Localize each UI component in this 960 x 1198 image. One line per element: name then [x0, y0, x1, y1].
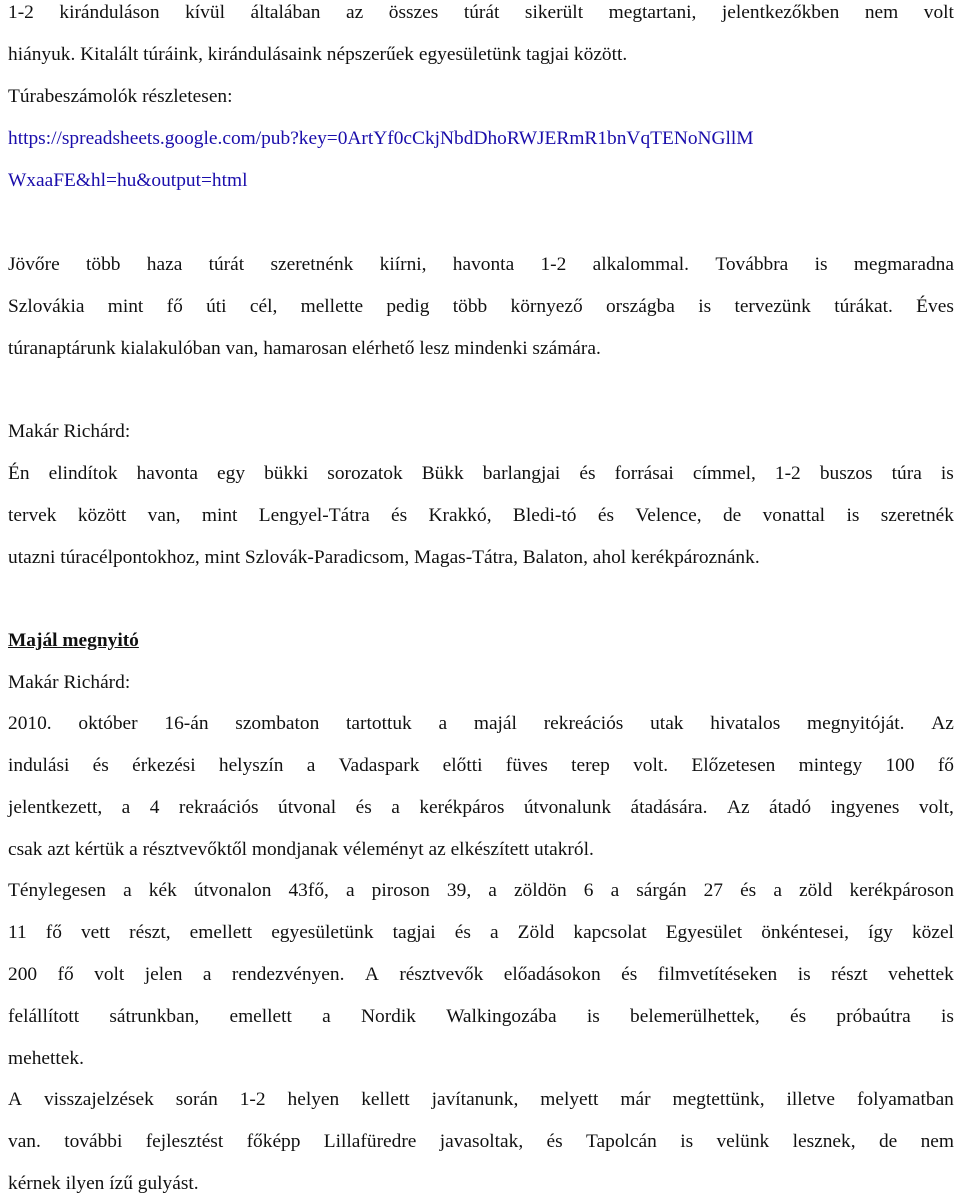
- word: piroson: [371, 880, 430, 901]
- word: szeretnék: [880, 505, 954, 526]
- word: rekreációs: [543, 713, 624, 734]
- word: alkalommal.: [592, 254, 690, 275]
- word: önkéntesei,: [761, 922, 850, 943]
- p3-line-2: [8, 504, 954, 528]
- word: Lillafüredre: [323, 1131, 417, 1152]
- word: és: [355, 797, 372, 818]
- word: terep: [571, 755, 610, 776]
- word: egy: [217, 463, 246, 484]
- word: kívül: [185, 2, 225, 23]
- word: 16-án: [164, 713, 209, 734]
- word: és: [621, 964, 638, 985]
- word: több: [86, 254, 121, 275]
- word: a: [773, 880, 782, 901]
- p1-line-1: [8, 1, 954, 25]
- word: a: [488, 880, 497, 901]
- word: havonta: [452, 254, 515, 275]
- p5-line-3: [8, 963, 954, 987]
- word: átadó: [769, 797, 812, 818]
- p4-line-2: [8, 754, 954, 778]
- section-heading: Majál megnyitó: [8, 630, 139, 651]
- author-label-2: Makár Richárd:: [8, 672, 131, 693]
- word: tervezünk: [734, 296, 811, 317]
- word: Tapolcán: [586, 1131, 657, 1152]
- word: tagjai: [392, 922, 436, 943]
- word: Velence,: [635, 505, 702, 526]
- word: közel: [911, 922, 954, 943]
- word: kellett: [361, 1089, 410, 1110]
- word: A: [8, 1089, 23, 1110]
- word: sárgán: [636, 880, 687, 901]
- word: útvonal: [278, 797, 337, 818]
- word: 43fő,: [288, 880, 329, 901]
- word: tervek: [8, 505, 57, 526]
- word: is: [698, 296, 712, 317]
- word: van,: [147, 505, 181, 526]
- word: a: [391, 797, 400, 818]
- word: volt: [94, 964, 125, 985]
- p6-line-3: kérnek ilyen ízű gulyást.: [8, 1173, 199, 1194]
- word: között: [77, 505, 127, 526]
- word: 11: [8, 922, 27, 943]
- word: túra: [891, 463, 922, 484]
- word: is: [797, 964, 811, 985]
- word: 4: [149, 797, 160, 818]
- word: és: [454, 922, 471, 943]
- word: a: [610, 880, 620, 901]
- word: emellett: [189, 922, 253, 943]
- word: buszos: [819, 463, 873, 484]
- word: mint: [201, 505, 238, 526]
- word: hivatalos: [710, 713, 781, 734]
- word: Vadaspark: [338, 755, 420, 776]
- word: nem: [920, 1131, 954, 1152]
- word: vett: [80, 922, 111, 943]
- word: vonattal: [762, 505, 826, 526]
- word: és: [546, 1131, 563, 1152]
- word: fő: [166, 296, 183, 317]
- word: haza: [146, 254, 183, 275]
- word: kiírni,: [379, 254, 427, 275]
- p5-line-5: mehettek.: [8, 1048, 84, 1069]
- word: részt,: [129, 922, 171, 943]
- word: pedig: [386, 296, 430, 317]
- word: jelentkezőkben: [721, 2, 840, 23]
- word: füves: [505, 755, 548, 776]
- p1-line-3: Túrabeszámolók részletesen:: [8, 86, 233, 107]
- p3-line-1: [8, 462, 954, 486]
- word: 1-2: [774, 463, 801, 484]
- word: 1-2: [8, 2, 34, 23]
- word: országba: [605, 296, 675, 317]
- word: Szlovákia: [8, 296, 85, 317]
- word: úti: [206, 296, 227, 317]
- report-link-line-1[interactable]: https://spreadsheets.google.com/pub?key=0ArtYf0cCkjNbdDhoRWJERmR1bnVqTENoNGllM: [8, 128, 754, 149]
- word: több: [452, 296, 488, 317]
- word: Krakkó,: [428, 505, 492, 526]
- word: kapcsolat: [573, 922, 647, 943]
- word: Előzetesen: [691, 755, 776, 776]
- word: így: [868, 922, 893, 943]
- word: de: [878, 1131, 898, 1152]
- word: a: [345, 880, 355, 901]
- word: a: [438, 713, 448, 734]
- word: forrásai: [614, 463, 674, 484]
- word: kerékpároson: [849, 880, 954, 901]
- word: Jövőre: [8, 254, 60, 275]
- word: útvonalunk: [523, 797, 612, 818]
- word: is: [940, 1006, 954, 1027]
- word: megnyitóját.: [807, 713, 905, 734]
- word: ingyenes: [830, 797, 900, 818]
- word: sorozatok: [327, 463, 403, 484]
- p2-line-3: túranaptárunk kialakulóban van, hamarosan elérhető lesz mindenki számára.: [8, 338, 601, 359]
- p6-line-2: [8, 1130, 954, 1154]
- word: megtartani,: [608, 2, 697, 23]
- p4-line-4: csak azt kértük a résztvevőktől mondjanak véleményt az elkészített utakról.: [8, 839, 594, 860]
- word: 200: [8, 964, 38, 985]
- word: indulási: [8, 755, 70, 776]
- p2-line-2: [8, 295, 954, 319]
- word: is: [586, 1006, 600, 1027]
- word: havonta: [136, 463, 198, 484]
- p4-line-1: [8, 712, 954, 736]
- word: Én: [8, 463, 30, 484]
- word: Az: [931, 713, 954, 734]
- word: is: [940, 463, 954, 484]
- p3-line-3: utazni túracélpontokhoz, mint Szlovák-Paradicsom, Magas-Tátra, Balaton, ahol kerékpároznánk.: [8, 547, 760, 568]
- word: 6: [583, 880, 594, 901]
- word: 27: [703, 880, 723, 901]
- word: mellette: [300, 296, 364, 317]
- word: elindítok: [48, 463, 118, 484]
- word: volt.: [633, 755, 669, 776]
- word: a: [322, 1006, 331, 1027]
- word: lesznek,: [792, 1131, 856, 1152]
- word: kerékpáros: [419, 797, 505, 818]
- word: szombaton: [235, 713, 320, 734]
- word: érkezési: [132, 755, 196, 776]
- word: nem: [864, 2, 899, 23]
- word: tartottuk: [346, 713, 412, 734]
- word: az: [346, 2, 364, 23]
- word: fejlesztést: [145, 1131, 224, 1152]
- word: 39,: [446, 880, 472, 901]
- p2-line-1: [8, 253, 954, 277]
- word: rendezvényen.: [231, 964, 345, 985]
- word: rekraációs: [178, 797, 259, 818]
- word: útvonalon: [193, 880, 272, 901]
- word: túrát: [208, 254, 245, 275]
- word: a: [489, 922, 499, 943]
- word: résztvevők: [399, 964, 484, 985]
- word: volt: [923, 2, 954, 23]
- word: felállított: [8, 1006, 80, 1027]
- word: megmaradna: [853, 254, 954, 275]
- word: címmel,: [692, 463, 756, 484]
- report-link-line-2[interactable]: WxaaFE&hl=hu&output=html: [8, 170, 248, 191]
- word: visszajelzések: [43, 1089, 154, 1110]
- word: is: [846, 505, 860, 526]
- word: helyen: [287, 1089, 340, 1110]
- word: zöldön: [513, 880, 567, 901]
- word: szeretnénk: [270, 254, 354, 275]
- word: 2010.: [8, 713, 52, 734]
- word: sikerült: [524, 2, 584, 23]
- word: emellett: [229, 1006, 292, 1027]
- word: a: [121, 797, 131, 818]
- word: sátrunkban,: [109, 1006, 200, 1027]
- word: Ténylegesen: [8, 880, 106, 901]
- word: jelentkezett,: [8, 797, 103, 818]
- word: október: [78, 713, 138, 734]
- word: illetve: [786, 1089, 835, 1110]
- word: a: [202, 964, 212, 985]
- word: vehettek: [888, 964, 954, 985]
- word: filmvetítéseken: [657, 964, 778, 985]
- word: Bükk: [421, 463, 464, 484]
- word: főképp: [246, 1131, 301, 1152]
- word: 100: [885, 755, 915, 776]
- word: egyesületünk: [271, 922, 374, 943]
- word: kiránduláson: [59, 2, 160, 23]
- word: Zöld: [517, 922, 555, 943]
- word: előadásokon: [503, 964, 601, 985]
- word: helyszín: [218, 755, 284, 776]
- word: túrákat.: [834, 296, 893, 317]
- word: a: [306, 755, 316, 776]
- word: és: [92, 755, 109, 776]
- word: mint: [107, 296, 144, 317]
- word: 1-2: [239, 1089, 266, 1110]
- word: Éves: [916, 296, 954, 317]
- word: de: [722, 505, 742, 526]
- word: zöld: [799, 880, 833, 901]
- word: összes: [388, 2, 439, 23]
- word: Egyesület: [665, 922, 743, 943]
- word: utak: [650, 713, 684, 734]
- word: fő: [937, 755, 954, 776]
- p5-line-1: [8, 879, 954, 903]
- word: cél,: [249, 296, 278, 317]
- word: Nordik: [361, 1006, 416, 1027]
- word: további: [64, 1131, 123, 1152]
- word: van.: [8, 1131, 41, 1152]
- word: Továbbra: [715, 254, 789, 275]
- word: is: [680, 1131, 694, 1152]
- author-label-1: Makár Richárd:: [8, 421, 131, 442]
- word: előtti: [442, 755, 483, 776]
- word: és: [597, 505, 614, 526]
- word: volt,: [918, 797, 954, 818]
- word: Az: [726, 797, 750, 818]
- p5-line-2: [8, 921, 954, 945]
- word: velünk: [716, 1131, 770, 1152]
- word: fő: [45, 922, 62, 943]
- word: és: [391, 505, 408, 526]
- word: javítanunk,: [431, 1089, 519, 1110]
- word: során: [175, 1089, 218, 1110]
- word: megtettünk,: [672, 1089, 765, 1110]
- word: Walkingozába: [446, 1006, 557, 1027]
- word: 1-2: [540, 254, 567, 275]
- word: belemerülhettek,: [630, 1006, 760, 1027]
- word: is: [814, 254, 828, 275]
- word: mintegy: [798, 755, 863, 776]
- word: majál: [473, 713, 517, 734]
- word: a: [123, 880, 132, 901]
- word: már: [620, 1089, 651, 1110]
- word: kék: [148, 880, 177, 901]
- word: és: [790, 1006, 807, 1027]
- p1-line-2: hiányuk. Kitalált túráink, kirándulásaink népszerűek egyesületünk tagjai között.: [8, 44, 628, 65]
- word: folyamatban: [856, 1089, 954, 1110]
- p6-line-1: [8, 1088, 954, 1112]
- word: és: [579, 463, 596, 484]
- word: általában: [250, 2, 321, 23]
- word: A: [364, 964, 379, 985]
- word: bükki: [264, 463, 309, 484]
- word: részt: [831, 964, 868, 985]
- word: fő: [57, 964, 74, 985]
- p4-line-3: [8, 796, 954, 820]
- word: Bledi-tó: [512, 505, 577, 526]
- p5-line-4: [8, 1005, 954, 1029]
- word: barlangjai: [482, 463, 561, 484]
- word: próbaútra: [836, 1006, 911, 1027]
- word: és: [740, 880, 757, 901]
- word: Lengyel-Tátra: [258, 505, 370, 526]
- word: javasoltak,: [439, 1131, 524, 1152]
- word: melyett: [540, 1089, 599, 1110]
- word: jelen: [144, 964, 183, 985]
- word: átadására.: [630, 797, 708, 818]
- word: környező: [510, 296, 583, 317]
- word: túrát: [463, 2, 500, 23]
